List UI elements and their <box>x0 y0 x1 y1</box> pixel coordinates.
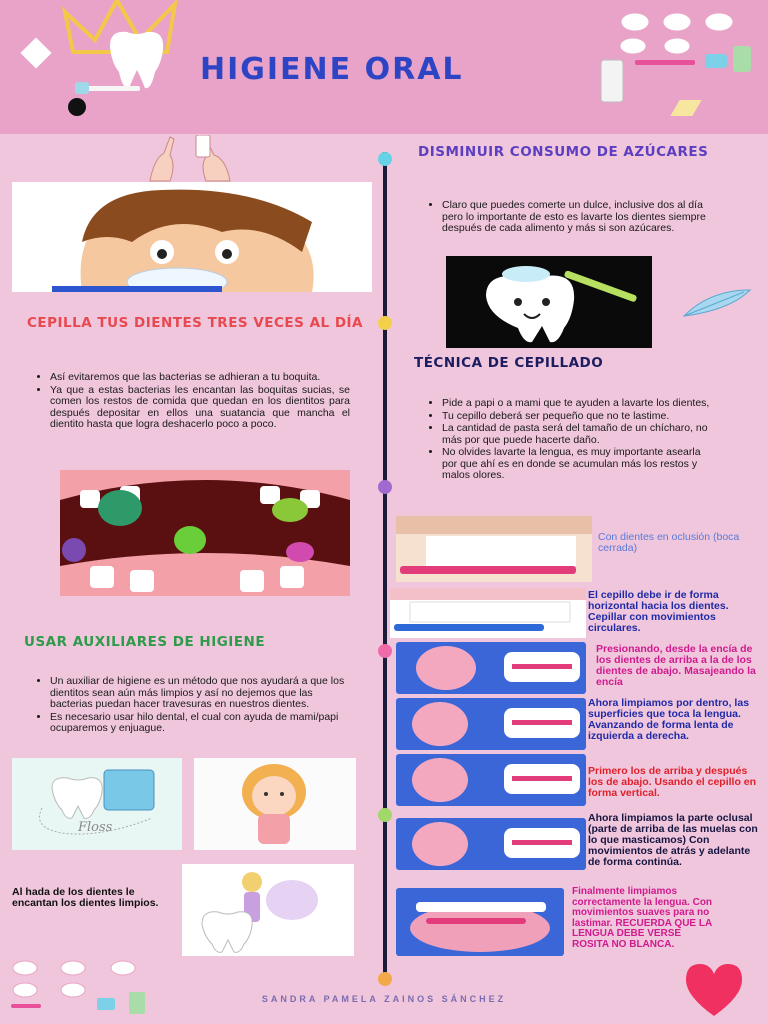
tooth-fairy-image <box>182 864 354 956</box>
step-image <box>396 754 586 806</box>
tooth-toothbrush-image <box>446 256 652 348</box>
timeline-dot <box>378 644 392 658</box>
step-caption: Primero los de arriba y después los de abajo. Usando el cepillo en forma vertical. <box>588 765 757 799</box>
step-caption: Finalmente limpiamos correctamente la lengua. Con movimientos suaves para no lastimar. RECUERDA QUE LA LENGUA DEBE VERSE ROSITA NO BLANCA. <box>572 886 713 950</box>
timeline-dot <box>378 972 392 986</box>
timeline-dot <box>378 808 392 822</box>
hands-toothbrush-icon <box>140 135 240 183</box>
tongue-step-image <box>396 888 564 956</box>
teeth-icons-cluster <box>595 8 760 108</box>
step-caption: El cepillo debe ir de forma horizontal hacia los dientes. Cepillar con movimientos circulares. <box>588 589 729 634</box>
timeline-dot <box>378 152 392 166</box>
list-item: • No olvides lavarte la lengua, es muy importante asearla por que ahí es en donde se acumulan más los restos y malos olores. <box>442 447 714 482</box>
list-item: • Claro que puedes comerte un dulce, inclusive dos al día pero lo importante de esto es lavarte los dientes siempre después de cada alimento y más si son azúcares. <box>442 200 714 235</box>
list-item: • Un auxiliar de higiene es un método que nos ayudará a que los dientitos sean aún más limpios y así no dejemos que las bacterias puedan hacer travesuras en nuestros dientes. <box>50 676 352 711</box>
step-caption: Ahora limpiamos por dentro, las superficies que toca la lengua. Avanzando de forma lenta de izquierda a derecha. <box>588 697 750 742</box>
list-item: • Es necesario usar hilo dental, el cual con ayuda de mami/papi ocuparemos y enjuague. <box>50 712 352 735</box>
list-item: • Pide a papi o a mami que te ayuden a lavarte los dientes, <box>442 398 714 410</box>
technique-heading: TÉCNICA DE CEPILLADO <box>414 355 604 371</box>
sugar-heading: DISMINUIR CONSUMO DE AZÚCARES <box>418 144 709 160</box>
floss-image <box>12 758 182 850</box>
aux-heading: USAR AUXILIARES DE HIGIENE <box>24 634 266 650</box>
brush-bullets <box>30 372 350 432</box>
sugar-bullets <box>422 200 714 236</box>
technique-bullets <box>422 398 714 483</box>
page-title: HIGIENE ORAL <box>200 52 464 87</box>
floss-label: Floss <box>78 820 113 835</box>
step-caption: Ahora limpiamos la parte oclusal (parte de arriba de las muelas con lo que masticamos) Con movimientos de atrás y adelante de forma continúa. <box>588 812 758 868</box>
list-item: • Tu cepillo deberá ser pequeño que no te lastime. <box>442 411 714 423</box>
fairy-caption: Al hada de los dientes le encantan los dientes limpios. <box>12 886 159 909</box>
step-image <box>396 516 592 582</box>
girl-brushing-image <box>194 758 356 850</box>
brush-heading: CEPILLA TUS DIENTES TRES VECES AL DÍA <box>27 315 363 331</box>
step-image <box>396 818 586 870</box>
step-caption: Presionando, desde la encía de los dientes de arriba a la de los dientes de abajo. Masajeando la encía <box>596 643 756 688</box>
step-caption: Con dientes en oclusión (boca cerrada) <box>598 531 740 554</box>
aux-bullets <box>30 676 352 736</box>
timeline-line <box>383 152 387 982</box>
timeline-dot <box>378 480 392 494</box>
list-item: • Así evitaremos que las bacterias se adhieran a tu boquita. <box>50 372 350 384</box>
step-image <box>396 698 586 750</box>
author-footer: SANDRA PAMELA ZAINOS SÁNCHEZ <box>261 994 507 1004</box>
bacteria-mouth-image <box>60 470 350 596</box>
teeth-icons-cluster <box>5 958 155 1018</box>
heart-icon <box>682 960 746 1020</box>
step-image <box>390 588 586 638</box>
list-item: • Ya que a estas bacterias les encantan las boquitas sucias, se comen los restos de comida que quedan en los dientitos para después depositar en ellos una suatancia que mancha el dientito hasta que logra deshacerlo poco a poco. <box>50 385 350 431</box>
feather-icon <box>680 286 752 320</box>
timeline-dot <box>378 316 392 330</box>
boy-brushing-image <box>12 182 372 292</box>
list-item: • La cantidad de pasta será del tamaño de un chícharo, no más por que puede hacerte daño. <box>442 423 714 446</box>
black-dot <box>68 98 86 116</box>
step-image <box>396 642 586 694</box>
